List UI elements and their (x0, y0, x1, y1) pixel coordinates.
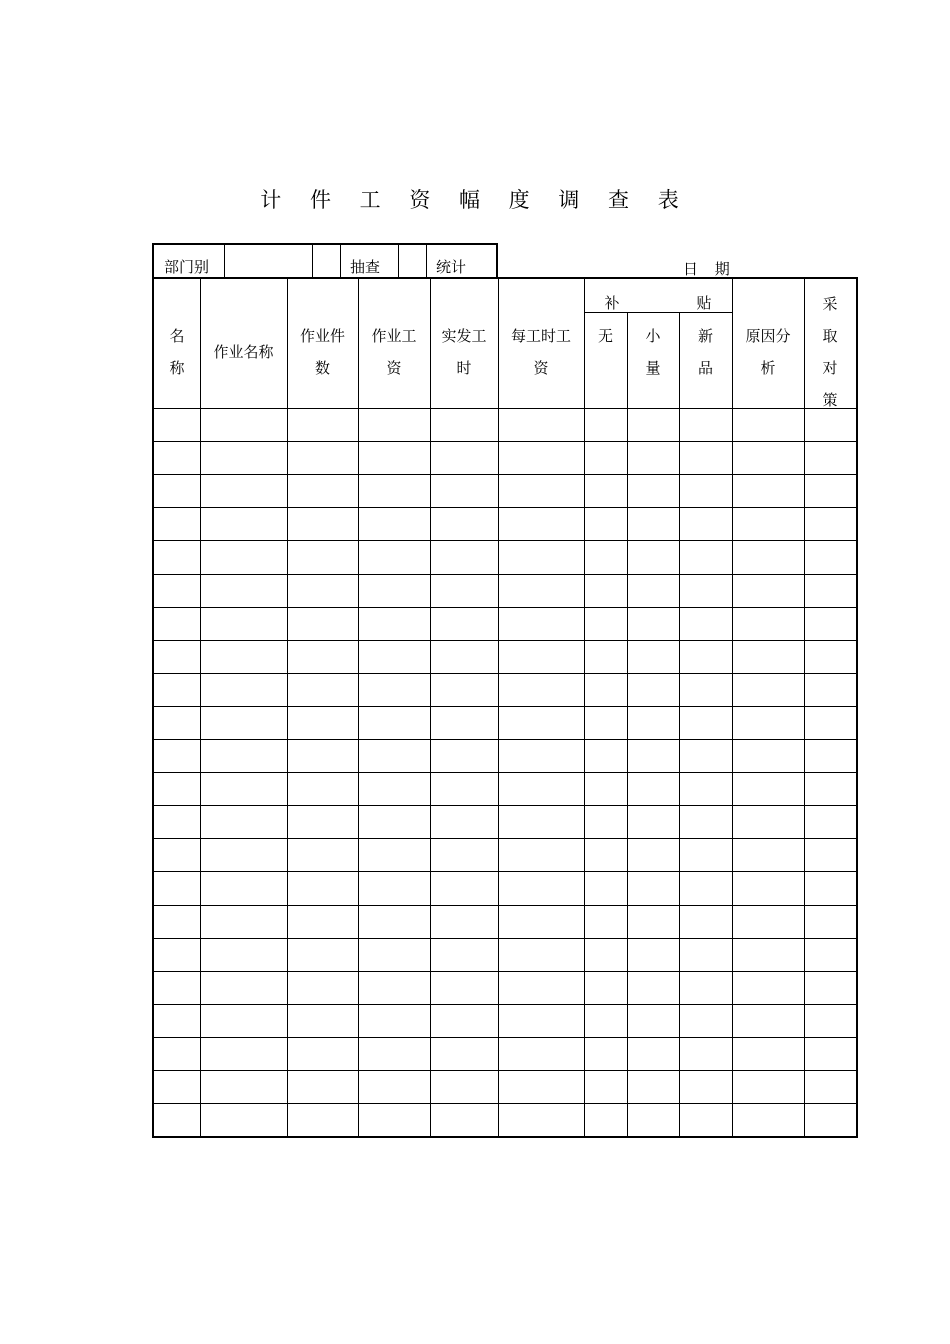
page-title: 计 件 工 资 幅 度 调 查 表 (260, 188, 690, 212)
header-cause: 原因分 析 (745, 327, 791, 377)
table-row (154, 607, 856, 608)
survey-table (152, 277, 858, 1138)
header-name: 名 称 (169, 327, 185, 377)
department-label: 部门别 (164, 258, 210, 276)
table-row (154, 441, 856, 442)
table-row (154, 938, 856, 939)
header-sub-none: 无 (597, 327, 613, 345)
table-row (154, 1037, 856, 1038)
table-row (154, 673, 856, 674)
stat-label: 统计 (436, 258, 467, 276)
check-label: 抽查 (350, 258, 381, 276)
header-actual-hours: 实发工 时 (441, 327, 487, 377)
header-sub-small: 小 量 (645, 327, 661, 377)
header-hourly-wage: 每工时工 资 (510, 327, 571, 377)
table-row (154, 474, 856, 475)
table-row (154, 905, 856, 906)
table-row (154, 507, 856, 508)
header-sub-new: 新 品 (697, 327, 713, 377)
info-bar (152, 243, 498, 277)
table-row (154, 1103, 856, 1104)
table-row (154, 706, 856, 707)
table-row (154, 838, 856, 839)
table-row (154, 1004, 856, 1005)
table-row (154, 640, 856, 641)
header-subsidy-bu: 补 (604, 294, 620, 312)
header-measure: 采 取 对 策 (822, 295, 838, 409)
table-row (154, 540, 856, 541)
table-row (154, 772, 856, 773)
table-row (154, 871, 856, 872)
header-job-count: 作业件 数 (299, 327, 345, 377)
table-row (154, 574, 856, 575)
date-label: 日 期 (683, 260, 736, 278)
table-row (154, 408, 856, 409)
table-row (154, 805, 856, 806)
header-job-wage: 作业工 资 (371, 327, 417, 377)
table-row (154, 971, 856, 972)
table-row (154, 1070, 856, 1071)
header-job-name: 作业名称 (213, 343, 274, 361)
table-row (154, 739, 856, 740)
header-subsidy-tie: 贴 (696, 294, 712, 312)
